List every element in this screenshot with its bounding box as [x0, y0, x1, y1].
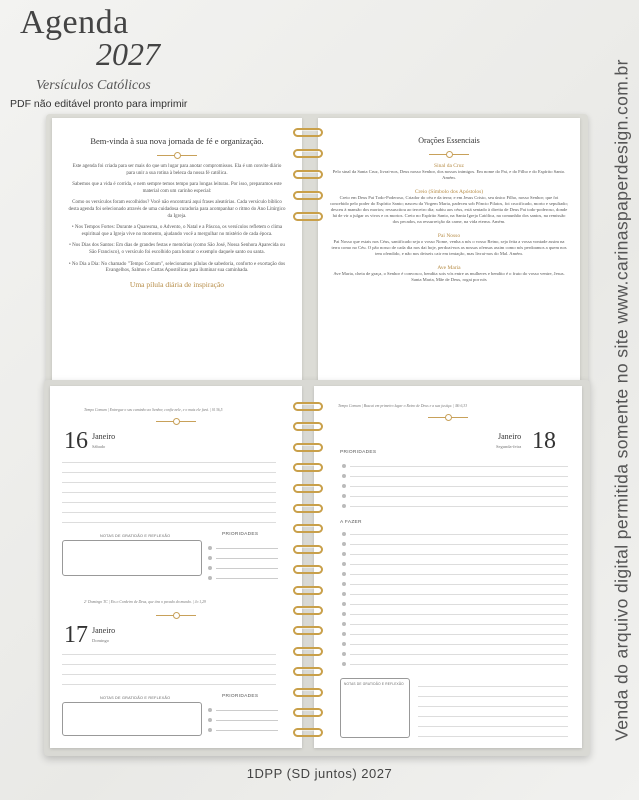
spiral-ring	[293, 545, 323, 554]
day-number: 18	[532, 428, 556, 454]
prayer-text: Ave Maria, cheia de graça, o Senhor é convosco, bendita sois vós entre as mulheres e bendito é o fruto do vosso ventre, Jesus. Santa Maria, Mãe de Deus, rogai por nós	[333, 271, 565, 282]
todo-bullet	[342, 662, 346, 666]
product-title: Agenda	[20, 4, 129, 41]
notes-label: NOTAS DE GRATIDÃO E REFLEXÃO	[100, 534, 171, 538]
line	[216, 568, 278, 569]
back-left-page	[52, 118, 302, 386]
spiral-ring	[293, 484, 323, 493]
priority-bullet	[208, 718, 212, 722]
notes-box[interactable]	[62, 540, 202, 576]
verse-line: Tempo Comum | Buscai em primeiro lugar o Reino de Deus e a sua justiça. | Mt 6,33	[338, 404, 468, 408]
prayer-title: Sinal da Cruz	[434, 163, 464, 169]
notes-label: NOTAS DE GRATIDÃO E REFLEXÃO	[100, 696, 171, 700]
priorities-label: PRIORIDADES	[340, 450, 377, 455]
product-note: PDF não editável pronto para imprimir	[10, 98, 188, 110]
spiral-ring	[293, 728, 323, 737]
spiral-ring	[293, 402, 323, 411]
priority-bullet	[208, 728, 212, 732]
spiral-ring	[293, 647, 323, 656]
priority-bullet	[342, 494, 346, 498]
flourish-icon	[156, 416, 196, 422]
spiral-ring	[293, 149, 323, 158]
todo-bullet	[342, 642, 346, 646]
prayer-text: Creio em Deus Pai Todo-Poderoso, Criador do céu e da terra; e em Jesus Cristo, seu único Filho, nosso Senhor; que foi concebido pelo poder do Espírito Santo; nasceu da Virgem Maria, padeceu sob Pôncio Pilatos, foi crucificado, morto e sepultado; desceu à mansão dos mortos; ressuscitou ao terceiro dia; subiu aos céus, está sentado à direita de Deus Pai todo-poderoso, donde há de vir a julgar os vivos e os mortos. Creio no Espírito Santo, na Santa Igreja Católica, na comunhão dos santos, na remissão dos pecados, na ressurreição da carne, na vida eterna. Amém.	[330, 195, 568, 224]
todo-bullet	[342, 602, 346, 606]
line	[216, 578, 278, 579]
spiral-ring	[293, 170, 323, 179]
spiral-ring	[293, 212, 323, 221]
priority-bullet	[208, 576, 212, 580]
welcome-paragraph: Sabemos que a vida é corrida, e nem sempre temos tempo para longas leituras. Por isso, preparamos este material com um carinho especial:	[72, 182, 282, 194]
flourish-icon	[429, 149, 469, 155]
todo-label: A FAZER	[340, 520, 362, 525]
priority-bullet	[208, 708, 212, 712]
spiral-ring	[293, 463, 323, 472]
todo-bullet	[342, 572, 346, 576]
line	[62, 654, 276, 655]
welcome-paragraph: • Nos Tempos Fortes: Durante a Quaresma, o Advento, o Natal e a Páscoa, os versículos refletem o clima espiritual que a Igreja vive no momento, ajudando você a mergulhar no mistério de cada época.	[71, 225, 283, 237]
day-weekday: Sábado	[92, 444, 106, 449]
line	[216, 720, 278, 721]
journal-line	[418, 726, 568, 727]
todo-line	[350, 554, 568, 555]
line	[216, 730, 278, 731]
spiral-ring	[293, 191, 323, 200]
product-subtitle: Versículos Católicos	[36, 78, 151, 93]
todo-bullet	[342, 652, 346, 656]
spiral-ring	[293, 708, 323, 717]
todo-line	[350, 544, 568, 545]
journal-line	[418, 716, 568, 717]
line	[62, 472, 276, 473]
todo-line	[350, 574, 568, 575]
notes-label: NOTAS DE GRATIDÃO E REFLEXÃO	[344, 682, 404, 686]
todo-bullet	[342, 532, 346, 536]
welcome-paragraph: • No Dia a Dia: No chamado "Tempo Comum", selecionamos pílulas de sabedoria, conforto e exortação dos Evangelhos, Salmos e Cartas Apostólicas para iluminar sua caminhada.	[68, 261, 286, 274]
todo-bullet	[342, 632, 346, 636]
todo-line	[350, 534, 568, 535]
day-month: Janeiro	[92, 626, 116, 635]
line	[62, 482, 276, 483]
priorities-label: PRIORIDADES	[222, 532, 259, 537]
todo-bullet	[342, 592, 346, 596]
welcome-paragraph: • Nos Dias dos Santos: Em dias de grandes festas e memórias (como São José, Nossa Senhora Aparecida ou São Francisco), o versículo foi escolhido para honrar o exemplo daquele santo ou santa.	[69, 243, 285, 255]
priority-bullet	[208, 546, 212, 550]
line	[62, 492, 276, 493]
verse-line: Tempo Comum | Entregue o seu caminho ao Senhor, confie nele, e o mais ele fará. | Sl 36,5	[84, 408, 223, 412]
spiral-ring	[293, 128, 323, 137]
prayer-title: Creio (Símbolo dos Apóstolos)	[414, 189, 484, 195]
todo-bullet	[342, 562, 346, 566]
todo-bullet	[342, 622, 346, 626]
spiral-ring	[293, 626, 323, 635]
todo-line	[350, 584, 568, 585]
todo-line	[350, 614, 568, 615]
line	[62, 462, 276, 463]
day-number: 16	[64, 428, 88, 454]
line	[350, 496, 568, 497]
prayers-heading: Orações Essenciais	[418, 136, 480, 145]
line	[350, 486, 568, 487]
spiral-ring	[293, 586, 323, 595]
todo-line	[350, 594, 568, 595]
line	[62, 512, 276, 513]
prayer-title: Pai Nosso	[437, 233, 461, 239]
todo-bullet	[342, 552, 346, 556]
spiral-ring	[293, 524, 323, 533]
line	[62, 684, 276, 685]
line	[350, 506, 568, 507]
todo-bullet	[342, 542, 346, 546]
priority-bullet	[208, 566, 212, 570]
front-left-page	[50, 386, 302, 748]
prayer-text: Pelo sinal da Santa Cruz, livrai-nos, Deus nosso Senhor, dos nossos inimigos. Em nome do Pai, e do Filho e do Espírito Santo. Amém.	[332, 169, 566, 180]
todo-line	[350, 654, 568, 655]
side-watermark	[607, 6, 637, 794]
line	[62, 502, 276, 503]
spiral-ring	[293, 504, 323, 513]
spiral-ring	[293, 667, 323, 676]
flourish-icon	[156, 610, 196, 616]
flourish-icon	[157, 150, 197, 156]
line	[350, 466, 568, 467]
spiral-ring	[293, 565, 323, 574]
prayer-text: Pai Nosso que estais nos Céus, santificado seja o vosso Nome, venha a nós o vosso Reino, seja feita a vossa vontade assim na terra como no Céu. O pão nosso de cada dia nos dai hoje, perdoai-nos as nossas ofensas assim como nós perdoamos a quem nos tem ofendido, e não nos deixeis cair em tentação, mas livrai-nos do Mal. Amém.	[331, 239, 567, 256]
line	[216, 558, 278, 559]
todo-line	[350, 664, 568, 665]
line	[62, 522, 276, 523]
side-watermark-text: Venda do arquivo digital permitida somente no site www.carinaspaperdesign.com.br	[611, 59, 632, 741]
spiral-ring	[293, 606, 323, 615]
day-month: Janeiro	[92, 432, 116, 441]
priority-bullet	[342, 464, 346, 468]
notes-box[interactable]	[340, 678, 410, 738]
priority-bullet	[342, 474, 346, 478]
welcome-heading: Bem-vinda à sua nova jornada de fé e organização.	[90, 136, 264, 146]
todo-line	[350, 604, 568, 605]
line	[62, 664, 276, 665]
notes-box[interactable]	[62, 702, 202, 736]
todo-line	[350, 624, 568, 625]
line	[350, 476, 568, 477]
todo-line	[350, 644, 568, 645]
todo-bullet	[342, 582, 346, 586]
product-year: 2027	[96, 36, 160, 72]
journal-line	[418, 736, 568, 737]
day-weekday: Domingo	[92, 638, 110, 643]
priority-bullet	[208, 556, 212, 560]
journal-line	[418, 686, 568, 687]
footer-caption: 1DPP (SD juntos) 2027	[246, 766, 393, 781]
line	[216, 548, 278, 549]
todo-line	[350, 564, 568, 565]
day-number: 17	[64, 622, 88, 648]
day-weekday: Segunda-feira	[496, 444, 522, 449]
priority-bullet	[342, 504, 346, 508]
day-month: Janeiro	[498, 432, 522, 441]
spiral-ring	[293, 443, 323, 452]
line	[62, 674, 276, 675]
front-right-page	[314, 386, 582, 748]
pill-heading: Uma pílula diária de inspiração	[129, 279, 225, 289]
flourish-icon	[428, 412, 468, 418]
todo-line	[350, 634, 568, 635]
welcome-paragraph: Este agenda foi criada para ser mais do que um lugar para anotar compromissos. Ela é um convite diário para unir a sua rotina à beleza da nossa fé católica.	[72, 164, 282, 176]
journal-line	[418, 696, 568, 697]
todo-bullet	[342, 612, 346, 616]
back-right-page	[318, 118, 580, 386]
spiral-ring	[293, 422, 323, 431]
line	[216, 710, 278, 711]
journal-line	[418, 706, 568, 707]
priority-bullet	[342, 484, 346, 488]
priorities-label: PRIORIDADES	[222, 694, 259, 699]
verse-line: 2º Domingo TC | Eis o Cordeiro de Deus, que tira o pecado do mundo. | Jo 1,29	[84, 600, 206, 604]
welcome-paragraph: Como os versículos foram escolhidos? Você não encontrará aqui frases aleatórias. Cada versículo bíblico desta agenda foi selecionado através de uma cuidadosa curadoria para acompanhar o ritmo do Ano Litúrgico da Igreja.	[68, 200, 286, 219]
prayer-title: Ave Maria	[437, 265, 461, 271]
spiral-ring	[293, 688, 323, 697]
